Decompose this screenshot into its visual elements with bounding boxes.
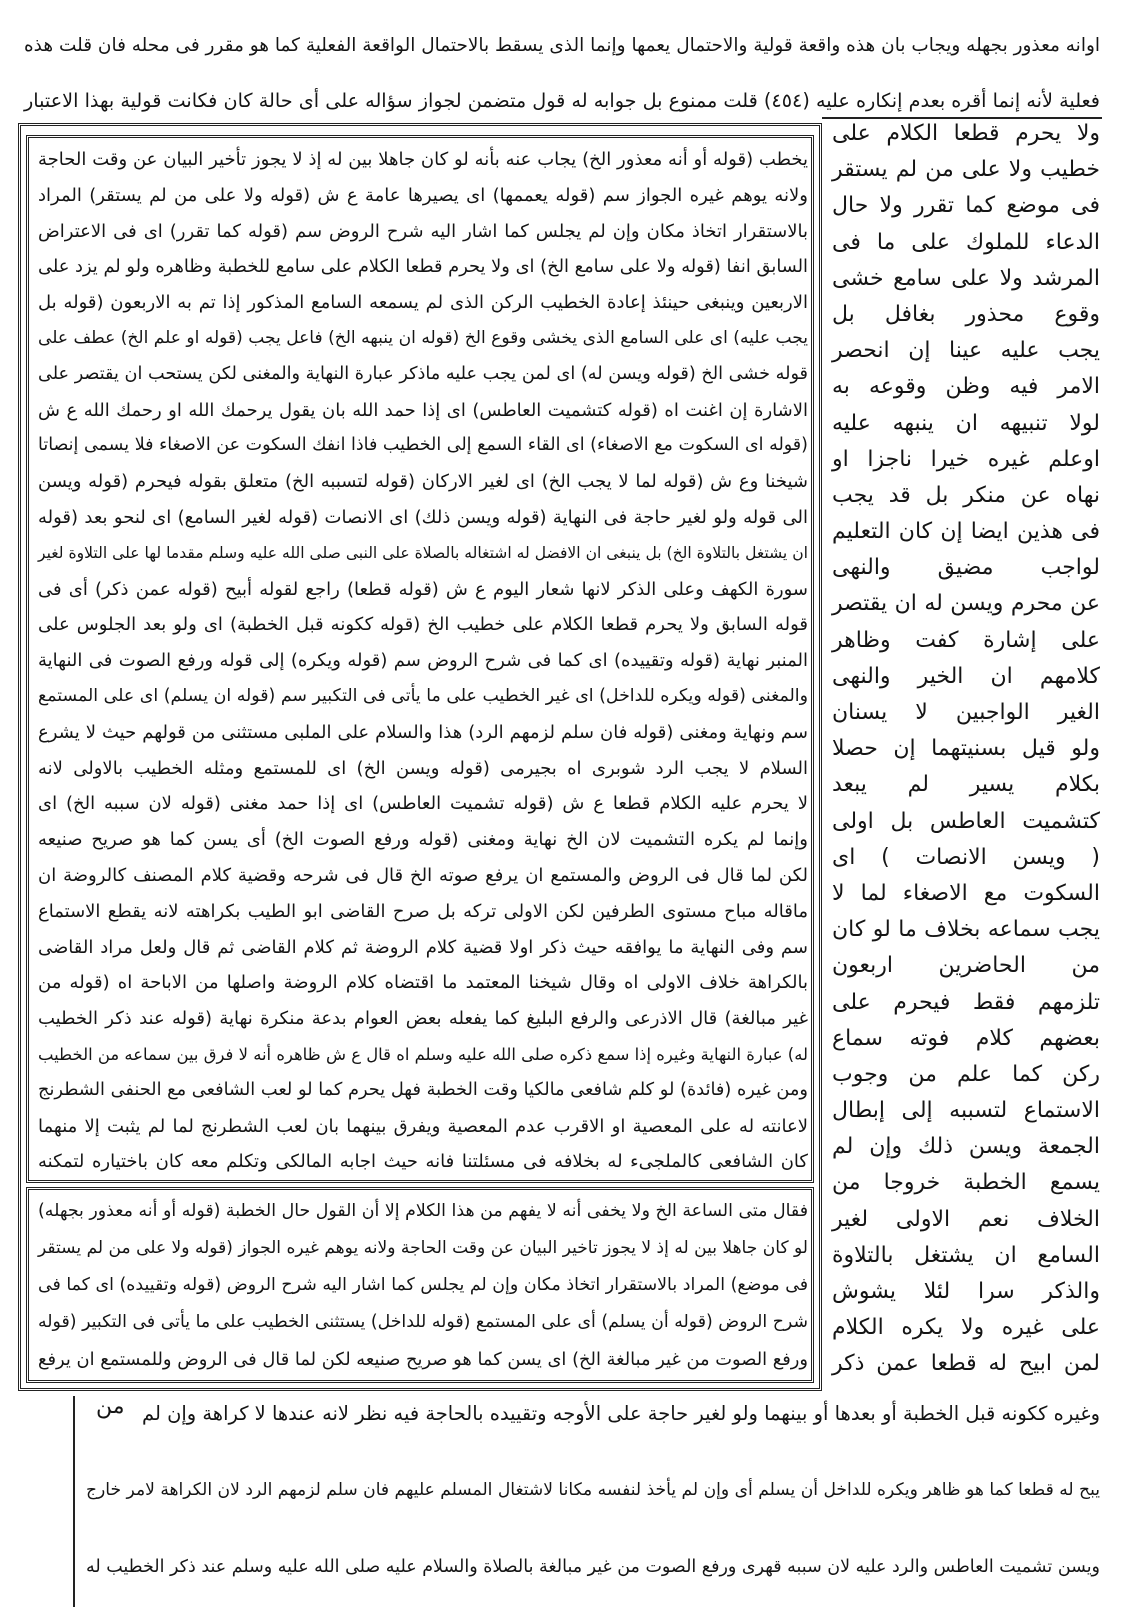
side-column-line: الغير الواجبين لا يسنان (832, 700, 1100, 725)
side-column-line: تلزمهم فقط فيحرم على (832, 989, 1100, 1015)
side-column-line: بكلام يسير لم يبعد (832, 772, 1100, 798)
side-column-line: على غيره ولا يكره الكلام (832, 1315, 1100, 1341)
bottom-margin-word: من (96, 1394, 125, 1419)
side-column-line: من الحاضرين اربعون (832, 953, 1100, 979)
side-column-line: والذكر سرا لئلا يشوش (832, 1279, 1100, 1304)
side-column-line: بعضهم كلام فوته سماع (832, 1025, 1100, 1051)
margin-note-line: لا يحرم عليه الكلام قطعا ع ش (قوله تشميت العاطس) اى إذا حمد مغنى (قوله لان سببه الخ) اى (38, 793, 808, 815)
margin-note-line: ومن غيره (فائدة) لو كلم شافعى مالكيا وقت الخطبة فهل يحرم كما لو لعب الشافعى مع الحنفى الشطرنج (38, 1079, 808, 1100)
side-column-line: خطيب ولا على من لم يستقر (832, 157, 1100, 183)
margin-note-line: ان يشتغل بالتلاوة الخ) بل ينبغى ان الافضل له اشتغاله بالصلاة على النبى صلى الله عليه وسلم مقدما لها على التلاوة لغير (38, 543, 808, 562)
side-column-line: الخلاف نعم الاولى لغير (832, 1206, 1100, 1232)
side-column-line: الدعاء للملوك على ما فى (832, 229, 1100, 255)
margin-note-line: سم ونهاية ومغنى (قوله فان سلم لزمهم الرد) هذا والسلام على الملبى مستثنى من قولهم حيث لا يشرع (38, 721, 808, 743)
margin-note-line: سم وفى النهاية ما يوافقه حيث ذكر اولا قضية كلام الروضة ثم كلام القاضى ثم قال ولعل مراد القاضى (38, 936, 808, 958)
margin-note-line: سورة الكهف وعلى الذكر لانها شعار اليوم ع ش (قوله قطعا) راجع لقوله أبيح (قوله عمن ذكر) أى فى (38, 578, 808, 600)
main-text-line: وغيره ككونه قبل الخطبة أو بعدها أو بينهما ولو لغير حاجة على الأوجه وتقييده بالحاجة فيه نظر لانه عندها لا كراهة وإن لم (142, 1402, 1100, 1425)
side-column-line: فى هذين ايضا إن كان التعليم (832, 519, 1100, 545)
margin-note-line: الى قوله ولو لغير حاجة فى النهاية (قوله ويسن ذلك) اى الانصات (قوله لغير السامع) اى لنحو بعد (قوله (38, 506, 808, 528)
side-column-line: الجمعة ويسن ذلك وإن لم (832, 1134, 1100, 1160)
side-column-line: اوعلم غيره خيرا ناجزا او (832, 446, 1100, 472)
side-column-line: المرشد ولا على سامع خشى (832, 265, 1100, 291)
margin-note-line: (قوله اى السكوت مع الاصغاء) اى القاء السمع إلى الخطيب فاذا انفك السكوت عن الاصغاء فلا يسمى إنصاتا (38, 435, 808, 456)
side-column-line: ولا يحرم قطعا الكلام على (832, 121, 1100, 146)
margin-note-line: بالكراهة خلاف الاولى اه وقال شيخنا المعتمد ما اقتضاه كلام الروضة واصلها من الاباحة اه (قوله من (38, 972, 808, 994)
margin-note-line: الاربعين وينبغى حينئذ إعادة الخطيب الركن الذى لم يسمعه السامع المذكور إذا تم به الاربعون (قوله بل (38, 292, 808, 314)
margin-note-line: والمغنى (قوله ويكره للداخل) اى غير الخطيب على ما يأتى فى التكبير سم (قوله ان يسلم) اى على المستمع (38, 685, 808, 706)
margin-note-line: وإنما لم يكره التشميت لان الخ نهاية ومغنى (قوله ورفع الصوت الخ) أى يسن كما هو صريح صنيعه (38, 829, 808, 851)
main-text-top (22, 18, 1100, 128)
margin-note-line: ورفع الصوت من غير مبالغة الخ) اى يسن كما هو صريح صنيعه لكن لما قال فى الروض وللمستمع ان يرفع (38, 1349, 808, 1370)
main-text-line: اوانه معذور بجهله ويجاب بان هذه واقعة قولية والاحتمال يعمها وإنما الذى يسقط بالاحتمال الواقعة الفعلية كما هو مقرر فى محله فان قلت هذه (24, 35, 1100, 56)
margin-note-line: لاعانته له على المعصية او الاقرب عدم المعصية ويفرق بينهما بان لعب الشطرنج لما لم يثبت إلا منهما (38, 1115, 808, 1137)
side-column-line: ولو قيل بسنيتهما إن حصلا (832, 736, 1100, 762)
margin-note-line: كان الشافعى كالملجىء له بخلافه فى مسئلتنا فانه حيث اجابه المالكى وتكلم معه كان باختياره لتمكنه (38, 1151, 808, 1173)
margin-note-line: غير مبالغة) قال الاذرعى والرفع البليغ كما يفعله بعض العوام بدعة منكرة نهاية (قوله عند ذكر الخطيب (38, 1008, 808, 1030)
side-column-line: يجب عليه عينا إن انحصر (832, 338, 1100, 364)
side-column-line: كتشميت العاطس بل اولى (832, 808, 1100, 834)
margin-note-line: فى موضع) المراد بالاستقرار اتخاذ مكان وإن لم يجلس كما اشار اليه شرح الروض (قوله وتقييده) اى كما فى (38, 1275, 808, 1295)
side-column-line: يجب سماعه بخلاف ما لو كان (832, 917, 1100, 943)
side-column-line: عن محرم ويسن له ان يقتصر (832, 591, 1100, 617)
side-column-line: الامر فيه وظن وقوعه به (832, 374, 1100, 400)
side-column-line: لولا تنبيهه ان ينبهه عليه (832, 410, 1100, 436)
margin-note-line: بالاستقرار اتخاذ مكان وإن لم يجلس كما اشار اليه شرح الروض سم (قوله كما تقرر) اى فى الاعتراض (38, 220, 808, 242)
margin-note-line: قوله خشى الخ (قوله ويسن له) اى لمن يجب عليه ماذكر عبارة النهاية والمغنى لكن يستحب ان يقتصر على (38, 363, 808, 384)
side-column-line: لواجب مضيق والنهى (832, 555, 1100, 581)
side-column-line: فى موضع كما تقرر ولا حال (832, 193, 1100, 219)
margin-note-line: له) عبارة النهاية وغيره إذا سمع ذكره صلى الله عليه وسلم اه قال ع ش ظاهره أنه لا فرق بين سماعه من الخطيب (38, 1044, 808, 1064)
side-column-line: وقوع محذور بغافل بل (832, 301, 1100, 327)
margin-note-line: الاشارة إن اغنت اه (قوله كتشميت العاطس) اى إذا حمد الله بان يقول يرحمك الله او رحمك الله ع ش (38, 399, 808, 421)
margin-note-line: لو كان جاهلا بين له إذ لا يجوز تاخير البيان عن وقت الحاجة ولانه يوهم غيره الجواز (قوله ولا على من لم يستقر (38, 1238, 808, 1258)
side-column-line: ( ويسن الانصات ) اى (832, 844, 1100, 870)
upper-margin-notes (36, 142, 808, 1180)
bottom-left-vertical-rule (73, 1396, 75, 1607)
side-column-line: يسمع الخطبة خروجا من (832, 1170, 1100, 1196)
main-text-line: يبح له قطعا كما هو ظاهر ويكره للداخل أن يسلم أى وإن لم يأخذ لنفسه مكانا لاشتغال المسلم عليهم فان سلم لزمهم الرد لان الكراهة لامر خارج (86, 1480, 1100, 1500)
side-column-line: ركن كما علم من وجوب (832, 1061, 1100, 1087)
side-column-line: نهاه عن منكر بل قد يجب (832, 482, 1100, 508)
margin-note-line: السابق انفا (قوله ولا على سامع الخ) اى ولا يحرم قطعا الكلام على سامع للخطبة وظاهره ولو لم يزد على (38, 256, 808, 278)
main-text-line: ويسن تشميت العاطس والرد عليه لان سببه قهرى ورفع الصوت من غير مبالغة بالصلاة والسلام عليه صلى الله عليه وسلم عند ذكر الخطيب له (86, 1557, 1100, 1577)
side-column-line: على إشارة كفت وظاهر (832, 627, 1100, 653)
side-column-line: السامع ان يشتغل بالتلاوة (832, 1242, 1100, 1268)
margin-note-line: ولانه يوهم غيره الجواز سم (قوله يعممها) اى يصيرها عامة ع ش (قوله ولا على من لم يستقر) المراد (38, 184, 808, 206)
side-column-line: الاستماع لتسببه إلى إبطال (832, 1098, 1100, 1124)
main-text-side-column (830, 116, 1100, 1383)
main-text-line: فعلية لأنه إنما أقره بعدم إنكاره عليه (٤٥٤) قلت ممنوع بل جوابه له قول متضمن لجواز سؤاله على أى حالة كان فكانت قولية بهذا الاعتبار (24, 89, 1100, 112)
side-column-line: لمن ابيح له قطعا عمن ذكر (832, 1351, 1100, 1377)
margin-note-line: قوله السابق ولا يحرم قطعا الكلام على خطيب الخ (قوله ككونه قبل الخطبة) اى ولو بعد الجلوس على (38, 614, 808, 636)
main-text-bottom (84, 1375, 1100, 1606)
margin-note-line: السلام لا يجب الرد شوبرى اه بجيرمى (قوله ويسن الخ) اى للمستمع ومثله الخطيب بالاولى لانه (38, 757, 808, 779)
margin-note-line: شيخنا وع ش (قوله لما لا يجب الخ) اى لغير الاركان (قوله لتسببه الخ) متعلق بقوله فيحرم (قوله ويسن (38, 471, 808, 493)
side-column-line: كلامهم ان الخير والنهى (832, 663, 1100, 689)
side-column-line: السكوت مع الاصغاء لما لا (832, 880, 1100, 906)
lower-margin-notes (36, 1193, 808, 1378)
margin-note-line: يجب عليه) اى على السامع الذى يخشى وقوع الخ (قوله ان ينبهه الخ) فاعل يجب (قوله او علم الخ) عطف على (38, 327, 808, 348)
margin-note-line: المنبر نهاية (قوله وتقييده) اى كما فى شرح الروض سم (قوله ويكره) إلى قوله ورفع الصوت فى النهاية (38, 650, 808, 672)
margin-note-line: شرح الروض (قوله أن يسلم) أى على المستمع (قوله للداخل) يستثنى الخطيب على ما يأتى فى التكبير (قوله (38, 1312, 808, 1332)
margin-note-line: يخطب (قوله أو أنه معذور الخ) يجاب عنه بأنه لو كان جاهلا بين له إذ لا يجوز تأخير البيان عن وقت الحاجة (38, 149, 808, 170)
margin-note-line: لكن لما قال فى الروض والمستمع ان يرفع صوته الخ قال فى شرحه وقضية كلام المصنف كالروضة ان (38, 864, 808, 886)
margin-note-line: ماقاله مباح مستوى الطرفين لكن الاولى تركه بل صرح القاضى ابو الطيب بكراهته لانه يقطع الاستماع (38, 900, 808, 922)
margin-note-line: فقال متى الساعة الخ ولا يخفى أنه لا يفهم من هذا الكلام إلا أن القول حال الخطبة (قوله أو أنه معذور بجهله) (38, 1201, 808, 1221)
